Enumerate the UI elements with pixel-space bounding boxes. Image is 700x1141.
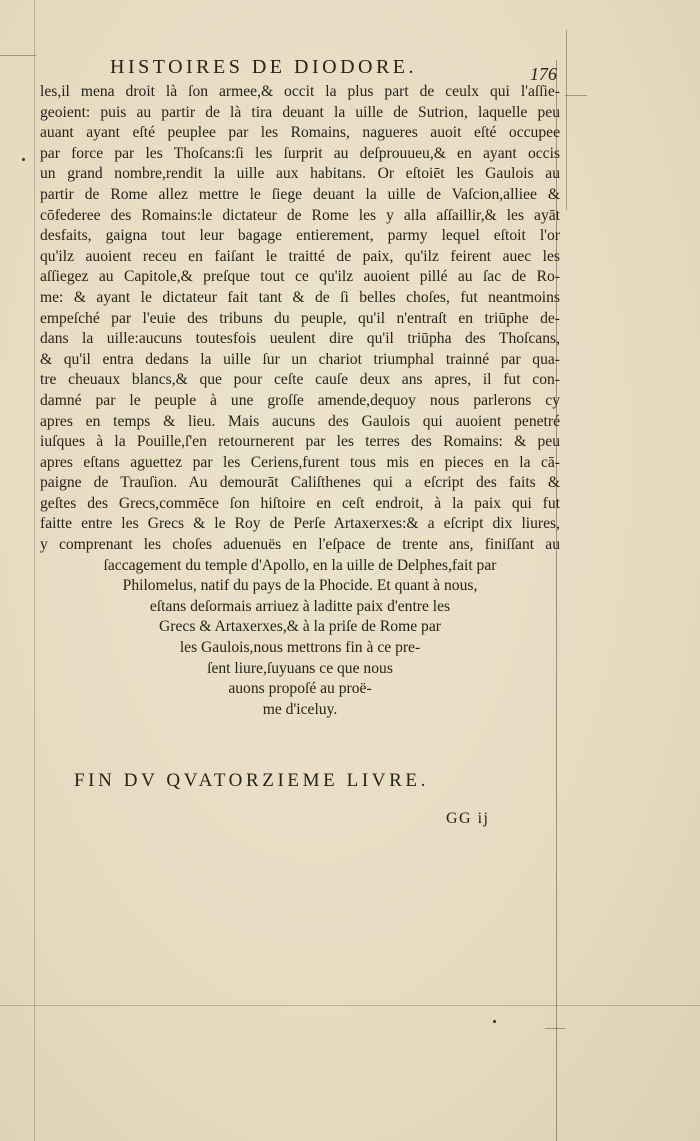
margin-tick-bottom-right [545, 1028, 565, 1029]
pyramid-line: Philomelus, natif du pays de la Phocide. Et quant à nous, [122, 577, 478, 595]
fold-line [0, 1005, 700, 1006]
text-line: empeſché par l'euie des tribuns du peuple, qu'il n'entraſt en triūphe de- [40, 309, 560, 327]
pyramid-line: eſtans deſormais arriuez à laditte paix d'entre les [149, 597, 451, 615]
text-line: aſſiegez au Capitole,& preſque tout ce qu'ilz auoient pillé au ſac de Ro- [40, 268, 560, 286]
text-line: & qu'il entra dedans la uille ſur un chariot triumphal trainné par qua- [40, 350, 560, 368]
pyramid-line: auons propoſé au proë- [228, 680, 372, 698]
text-line: cōfederee des Romains:le dictateur de Rome les y alla aſſaillir,& les ayāt [40, 206, 560, 224]
margin-tick-top-right [565, 95, 587, 96]
ink-speck [22, 158, 25, 161]
text-line: geſtes des Grecs,commēce ſon hiſtoire en ceſt endroit, à la paix qui fut [40, 494, 560, 512]
text-line: apres en temps & lieu. Mais aucuns des Gaulois qui auoient penetré [40, 412, 560, 430]
ink-speck [493, 1020, 496, 1023]
running-head: HISTOIRES DE DIODORE. [110, 56, 418, 78]
text-line: damné par le peuple à une groſſe amende,dequoy nous parlerons cy [40, 391, 560, 409]
text-line: par force par les Thoſcans:ſi les ſurprit au deſprouueu,& en ayant occis [40, 144, 560, 162]
text-line: apres eſtans aguettez par les Ceriens,furent tous mis en pieces en la cā- [40, 453, 560, 471]
text-line: un grand nombre,rendit la uille aux habitans. Or eſtoiēt les Gaulois au [40, 165, 560, 183]
text-line: geoient: puis au partir de là tira deuant la uille de Sutrion, laquelle peu [40, 103, 560, 121]
pyramid-line: me d'iceluy. [262, 700, 338, 718]
signature-mark: GG ij [446, 810, 490, 827]
pyramid-line: ſent liure,ſuyuans ce que nous [207, 659, 393, 677]
text-line: tre cheuaux blancs,& que pour ceſte cauſe deux ans apres, il fut con- [40, 371, 560, 389]
margin-rule-right-inner [566, 30, 567, 210]
pyramid-line: Grecs & Artaxerxes,& à la priſe de Rome par [159, 618, 441, 636]
margin-tick-top-left [0, 55, 36, 56]
pyramid-line: les Gaulois,nous mettrons fin à ce pre- [179, 639, 421, 657]
text-line: partir de Rome allez mettre le ſiege deuant la uille de Vaſcion,alliee & [40, 185, 560, 203]
folio-number: 176 [530, 64, 557, 84]
pyramid-line: ſaccagement du temple d'Apollo, en la uille de Delphes,fait par [103, 556, 497, 574]
text-line: les,il mena droit là ſon armee,& occit la plus part de ceulx qui l'aſſie- [40, 83, 560, 100]
text-line: dans la uille:aucuns toutesfois ueulent dire qu'il triūpha des Thoſcans, [40, 330, 560, 348]
body-text [40, 82, 560, 720]
colophon: FIN DV QVATORZIEME LIVRE. [74, 770, 429, 791]
text-line: faitte entre les Grecs & le Roy de Perſe Artaxerxes:& a eſcript dix liures, [40, 515, 560, 533]
text-line: paigne de Trauſion. Au demourāt Caliſthenes qui a eſcript des faits & [40, 474, 560, 492]
margin-rule-left [34, 0, 35, 1141]
text-line: iuſques à la Pouille,ſ'en retournerent par les terres des Romains: & peu [40, 433, 560, 451]
text-line: auant ayant eſté peuplee par les Romains, nagueres auoit eſté occupee [40, 124, 560, 142]
text-line: y comprenant les choſes aduenuës en l'eſpace de trente ans, finiſſant au [40, 536, 560, 554]
text-line: desfaits, gaigna tout leur bagage entierement, parmy lequel eſtoit l'or [40, 227, 560, 245]
text-line: me: & ayant le dictateur fait tant & de ſi belles choſes, fut neantmoins [40, 288, 560, 306]
text-line: qu'ilz auoient receu en faiſant le traitté de paix, qu'ilz feirent auec les [40, 247, 560, 265]
